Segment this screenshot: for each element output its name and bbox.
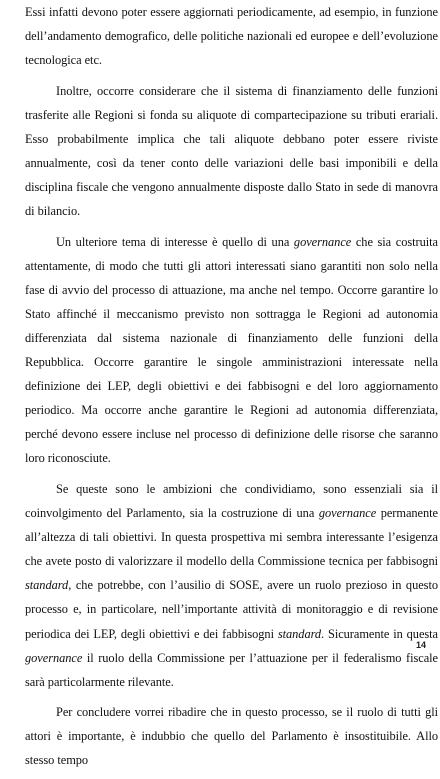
text-segment: che sia costruita attentamente, di modo che tutti gli attori interessati siano garantiti non solo nella fase di avvio del processo di attuazione, ma anche nel tempo. Occorre garantire lo Stato affinché il meccanismo previsto non sottragga le Regioni ad autonomia differenziata dal sistema nazionale di finanziamento delle funzioni della Repubblica. Occorre garantire le singole amministrazioni interessate nella definizione dei LEP, degli obiettivi e dei fabbisogni e del loro aggiornamento periodico. Ma occorre anche garantire le Regioni ad autonomia differenziata, perché devono essere incluse nel processo di definizione delle risorse che saranno loro riconosciute. xyxy=(25,234,438,466)
italic-term: governance xyxy=(293,234,352,249)
paragraph-3 xyxy=(25,230,438,471)
italic-term: standard xyxy=(25,578,69,593)
text-segment: permanente all’altezza di tali obiettivi. In questa prospettiva mi sembra interessante l’esigenza che avete posto di valorizzare il modello della Commissione tecnica per fabbisogni xyxy=(25,506,438,569)
text-segment: Inoltre, occorre considerare che il sistema di finanziamento delle funzioni trasferite alle Regioni si fonda su aliquote di compartecipazione su tributi erariali. Esso probabilmente implica che tali aliquote debbano poter essere riviste annualmente, così da tener conto delle variazioni delle basi imponibili e della disciplina fiscale che vengono annualmente disposte dallo Stato in sede di manovra di bilancio. xyxy=(25,83,438,219)
text-segment: Essi infatti devono poter essere aggiornati periodicamente, ad esempio, in funzione dell’andamento demografico, delle politiche nazionali ed europee e dell’evoluzione tecnologica etc. xyxy=(25,5,438,68)
paragraph-5 xyxy=(25,700,438,772)
page-number: 14 xyxy=(415,640,426,650)
body-text xyxy=(25,0,438,779)
paragraph-4 xyxy=(25,477,438,694)
paragraph-1 xyxy=(25,0,438,72)
text-segment: Un ulteriore tema di interesse è quello di una xyxy=(56,234,294,249)
text-segment: Se queste sono le ambizioni che condividiamo, sono essenziali sia il coinvolgimento del Parlamento, sia la costruzione di una xyxy=(25,481,438,521)
italic-term: standard xyxy=(277,626,322,641)
italic-term: governance xyxy=(25,650,83,665)
italic-term: governance xyxy=(318,506,377,521)
paragraph-2 xyxy=(25,79,438,224)
text-segment: il ruolo della Commissione per l’attuazione per il federalismo fiscale sarà particolarmente rilevante. xyxy=(25,650,438,689)
text-segment: Per concludere vorrei ribadire che in questo processo, se il ruolo di tutti gli attori è importante, è indubbio che quello del Parlamento è insostituibile. Allo stesso tempo xyxy=(25,705,438,768)
text-segment: , che potrebbe, con l’ausilio di SOSE, avere un ruolo prezioso in questo processo e, in particolare, nell’importante attività di monitoraggio e di revisione periodica dei LEP, degli obiettivi e dei fabbisogni xyxy=(25,578,438,641)
text-segment: . Sicuramente in questa xyxy=(321,626,439,641)
